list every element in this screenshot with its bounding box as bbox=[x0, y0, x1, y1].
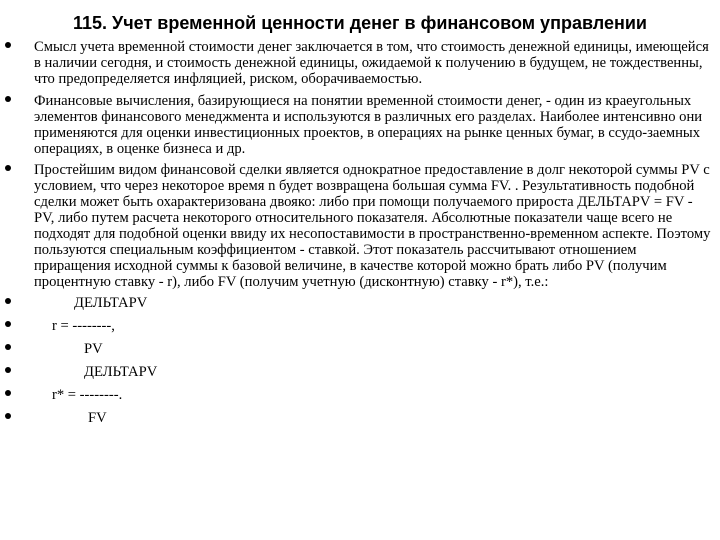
bullet-dot-icon bbox=[5, 344, 11, 350]
formula-line bbox=[0, 410, 720, 433]
formula-line bbox=[0, 364, 720, 387]
formula-text: PV bbox=[84, 341, 103, 357]
bullet-dot-icon bbox=[5, 165, 11, 171]
bullet-text: Смысл учета временной стоимости денег заключается в том, что стоимость денежной единицы, имеющейся в наличии сегодня, и стоимость денежной единицы, ожидаемой к получению в будущем, не тождественны, что предопределяется инфляцией, риском, оборачиваемостью. bbox=[34, 39, 709, 87]
formula-text: FV bbox=[88, 410, 107, 426]
bullet-list bbox=[0, 39, 720, 433]
bullet-dot-icon bbox=[5, 367, 11, 373]
bullet-dot-icon bbox=[5, 42, 11, 48]
bullet-text: Финансовые вычисления, базирующиеся на понятии временной стоимости денег, - один из краеугольных элементов финансового менеджмента и используются в различных его разделах. Наиболее интенсивно они применяются для оценки инвестиционных проектов, в операциях на рынке ценных бумаг, в ссудо-заемных операциях, в оценке бизнеса и др. bbox=[34, 93, 703, 157]
formula-line bbox=[0, 318, 720, 341]
bullet-dot-icon bbox=[5, 96, 11, 102]
formula-line bbox=[0, 387, 720, 410]
bullet-item bbox=[0, 39, 720, 87]
bullet-dot-icon bbox=[5, 390, 11, 396]
bullet-item bbox=[0, 93, 720, 157]
formula-line bbox=[0, 341, 720, 364]
formula-line bbox=[0, 295, 720, 318]
slide-title: 115. Учет временной ценности денег в финансовом управлении bbox=[72, 13, 647, 33]
bullet-dot-icon bbox=[5, 298, 11, 304]
formula-text: ДЕЛЬТАPV bbox=[84, 364, 158, 380]
bullet-text: Простейшим видом финансовой сделки является однократное предоставление в долг некоторой суммы PV с условием, что через некоторое время n будет возвращена большая сумма FV. . Результативность подобной сделки может быть охарактеризована двояко: либо при помощи получаемого прироста ДЕЛЬТАPV = FV - PV, либо путем расчета некоторого относительного показателя. Абсолютные показатели чаще всего не подходят для подобной оценки ввиду их несопоставимости в пространственно-временном аспекте. Поэтому пользуются специальным коэффициентом - ставкой. Этот показатель рассчитывают отношением приращения исходной суммы к базовой величине, в качестве которой можно брать либо PV (получим процентную ставку - r), либо FV (получим учетную (дисконтную) ставку - r*), т.е.: bbox=[34, 162, 711, 290]
bullet-dot-icon bbox=[5, 413, 11, 419]
bullet-dot-icon bbox=[5, 321, 11, 327]
formula-text: r = --------, bbox=[52, 318, 115, 334]
bullet-item bbox=[0, 162, 720, 290]
formula-text: ДЕЛЬТАPV bbox=[74, 295, 148, 311]
formula-text: r* = --------. bbox=[52, 387, 123, 403]
